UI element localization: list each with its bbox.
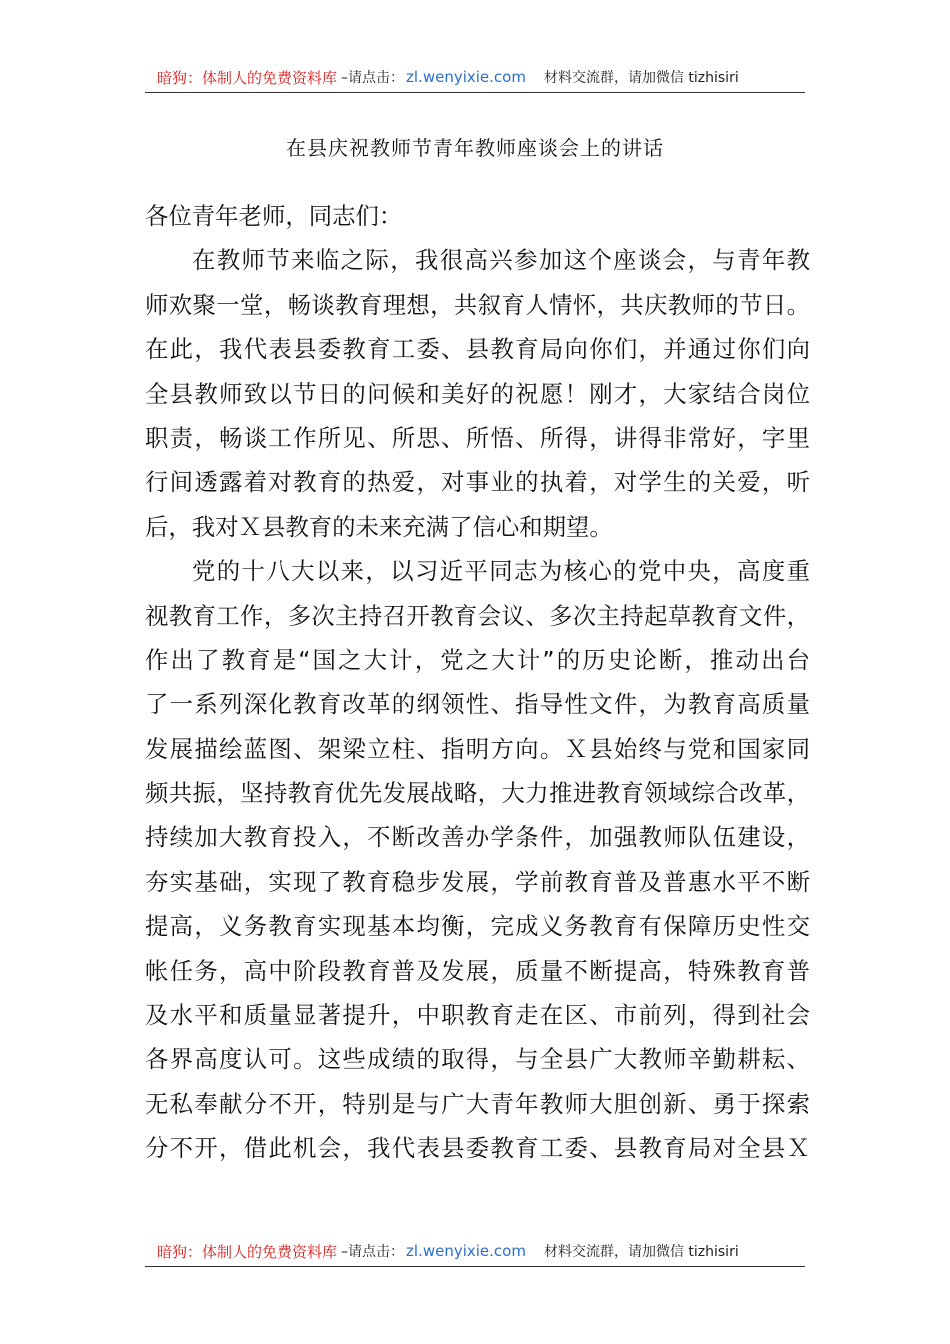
paragraph-2-line: 分不开，借此机会，我代表县委教育工委、县教育局对全县Ｘ — [145, 1134, 810, 1163]
paragraph-2-line: 及水平和质量显著提升，中职教育走在区、市前列，得到社会 — [145, 1001, 810, 1030]
paragraph-2-line: 发展描绘蓝图、架梁立柱、指明方向。Ｘ县始终与党和国家同 — [145, 734, 810, 763]
paragraph-2-line: 无私奉献分不开，特别是与广大青年教师大胆创新、勇于探索 — [145, 1089, 810, 1118]
paragraph-2-line: 党的十八大以来，以习近平同志为核心的党中央，高度重 — [192, 557, 810, 586]
paragraph-2-line: 夯实基础，实现了教育稳步发展，学前教育普及普惠水平不断 — [145, 867, 810, 896]
header-group-text: 材料交流群，请加微信 tizhisiri — [543, 70, 739, 86]
footer-brand-text: 暗狗：体制人的免费资料库 — [157, 1242, 338, 1261]
paragraph-2-line: 提高，义务教育实现基本均衡，完成义务教育有保障历史性交 — [145, 912, 810, 941]
paragraph-2-line: 频共振，坚持教育优先发展战略，大力推进教育领域综合改革， — [145, 779, 810, 808]
paragraph-1-line: 在教师节来临之际，我很高兴参加这个座谈会，与青年教 — [192, 246, 810, 275]
header-brand-text: 暗狗：体制人的免费资料库 — [157, 68, 338, 87]
paragraph-1-line: 师欢聚一堂，畅谈教育理想，共叙育人情怀，共庆教师的节日。 — [145, 290, 810, 319]
header-click-text: –请点击： — [341, 70, 405, 86]
paragraph-2-line: 帐任务，高中阶段教育普及发展，质量不断提高，特殊教育普 — [145, 956, 810, 985]
paragraph-1-line: 行间透露着对教育的热爱，对事业的执着，对学生的关爱，听 — [145, 468, 810, 497]
paragraph-1-line: 在此，我代表县委教育工委、县教育局向你们，并通过你们向 — [145, 335, 810, 364]
paragraph-2-line: 各界高度认可。这些成绩的取得，与全县广大教师辛勤耕耘、 — [145, 1045, 810, 1074]
paragraph-1-line: 全县教师致以节日的问候和美好的祝愿！刚才，大家结合岗位 — [145, 379, 810, 408]
paragraph-2-line: 持续加大教育投入，不断改善办学条件，加强教师队伍建设， — [145, 823, 810, 852]
paragraph-2-line: 视教育工作，多次主持召开教育会议、多次主持起草教育文件， — [145, 601, 810, 630]
footer-click-text: –请点击： — [341, 1244, 405, 1260]
footer-banner — [145, 1236, 805, 1267]
paragraph-1-line: 后，我对Ｘ县教育的未来充满了信心和期望。 — [145, 512, 613, 541]
footer-group-text: 材料交流群，请加微信 tizhisiri — [543, 1244, 739, 1260]
footer-url-link[interactable]: zl.wenyixie.com — [406, 1242, 526, 1260]
paragraph-1-line: 职责，畅谈工作所见、所思、所悟、所得，讲得非常好，字里 — [145, 423, 810, 452]
header-banner — [145, 62, 805, 93]
document-title: 在县庆祝教师节青年教师座谈会上的讲话 — [286, 136, 664, 160]
header-url-link[interactable]: zl.wenyixie.com — [406, 68, 526, 86]
paragraph-2-line: 了一系列深化教育改革的纲领性、指导性文件，为教育高质量 — [145, 690, 810, 719]
document-body — [145, 194, 810, 1171]
paragraph-2-line: 作出了教育是“国之大计，党之大计”的历史论断，推动出台 — [145, 645, 810, 674]
salutation: 各位青年老师，同志们： — [145, 202, 403, 230]
